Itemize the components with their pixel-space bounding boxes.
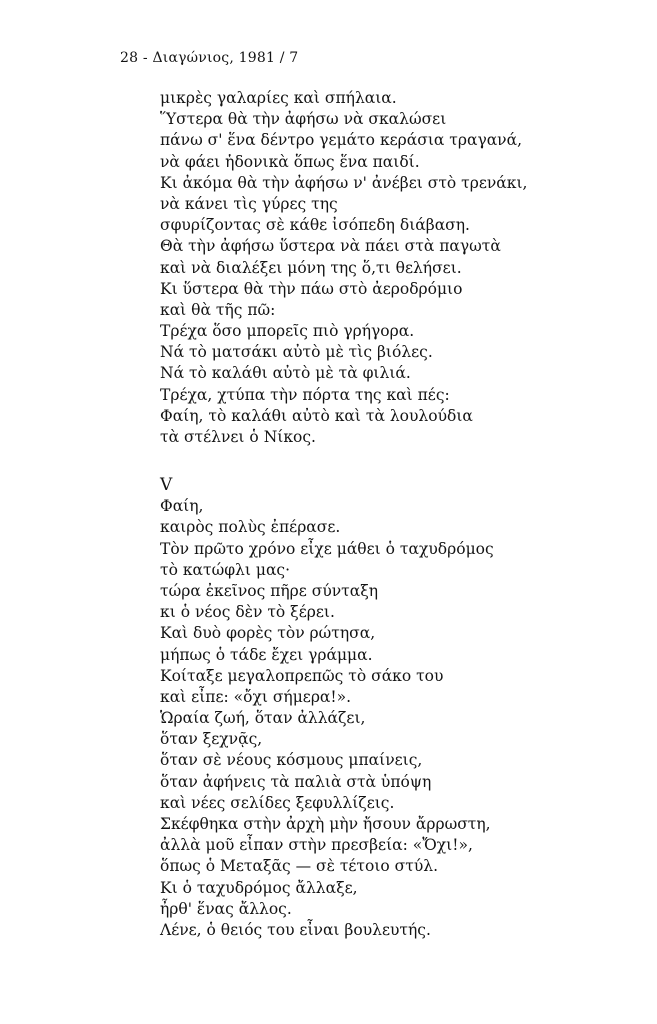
poem-line: Ὡραία ζωή, ὅταν ἀλλάζει, xyxy=(160,709,366,728)
poem-line: κι ὁ νέος δὲν τὸ ξέρει. xyxy=(160,603,335,622)
poem-line: Τὸν πρῶτο χρόνο εἶχε μάθει ὁ ταχυδρόμος xyxy=(160,539,494,558)
poem-line: τὸ κατώφλι μας· xyxy=(160,560,291,579)
poem-line: νὰ φάει ἡδονικὰ ὅπως ἕνα παιδί. xyxy=(160,152,420,171)
poem-line: νὰ κάνει τὶς γύρες της xyxy=(160,194,338,213)
poem-line: καὶ εἶπε: «ὄχι σήμερα!». xyxy=(160,687,352,706)
poem-line: Λένε, ὁ θειός του εἶναι βουλευτής. xyxy=(160,920,431,939)
poem-line: Κι ὁ ταχυδρόμος ἄλλαξε, xyxy=(160,878,358,897)
poem-line: Φαίη, τὸ καλάθι αὐτὸ καὶ τὰ λουλούδια xyxy=(160,406,473,425)
poem-line: μικρὲς γαλαρίες καὶ σπήλαια. xyxy=(160,89,397,107)
poem-line: καὶ νέες σελίδες ξεφυλλίζεις. xyxy=(160,793,395,812)
poem-line: Κοίταξε μεγαλοπρεπῶς τὸ σάκο του xyxy=(160,666,444,685)
poem-line: Ὕστερα θὰ τὴν ἀφήσω νὰ σκαλώσει xyxy=(160,110,447,129)
poem-line: Θὰ τὴν ἀφήσω ὕστερα νὰ πάει στὰ παγωτὰ xyxy=(160,237,501,256)
poem-line: Νά τὸ ματσάκι αὐτὸ μὲ τὶς βιόλες. xyxy=(160,343,433,362)
poem-line: τὰ στέλνει ὁ Νίκος. xyxy=(160,428,316,446)
poem-line: Τρέχα, χτύπα τὴν πόρτα της καὶ πές: xyxy=(160,385,450,404)
poem-line: ὅταν ξεχνᾷς, xyxy=(160,730,263,749)
poem-line: Κι ἀκόμα θὰ τὴν ἀφήσω ν' ἀνέβει στὸ τρενάκι, xyxy=(160,173,528,192)
poem-line: τώρα ἐκεῖνος πῆρε σύνταξη xyxy=(160,581,379,600)
poem-line: ὅπως ὁ Μεταξᾶς — σὲ τέτοιο στύλ. xyxy=(160,857,439,876)
poem-line: Τρέχα ὅσο μπορεῖς πιὸ γρήγορα. xyxy=(160,322,415,341)
poem-line: σφυρίζοντας σὲ κάθε ἰσόπεδη διάβαση. xyxy=(160,216,470,235)
poem-line: μήπως ὁ τάδε ἔχει γράμμα. xyxy=(160,645,373,664)
poem-line: ὅταν σὲ νέους κόσμους μπαίνεις, xyxy=(160,751,423,770)
running-head: 28 - Διαγώνιος, 1981 / 7 xyxy=(120,50,299,66)
poem-line: καὶ θὰ τῆς πῶ: xyxy=(160,300,276,319)
poem-line: Σκέφθηκα στὴν ἀρχὴ μὴν ἤσουν ἄρρωστη, xyxy=(160,815,491,833)
poem-line: Καὶ δυὸ φορὲς τὸν ρώτησα, xyxy=(160,624,376,643)
stanza-gap xyxy=(160,448,560,474)
poem-line: καιρὸς πολὺς ἐπέρασε. xyxy=(160,518,341,537)
poem-line: ἀλλὰ μοῦ εἶπαν στὴν πρεσβεία: «Ὄχι!», xyxy=(160,836,473,855)
poem-line: Κι ὕστερα θὰ τὴν πάω στὸ ἀεροδρόμιο xyxy=(160,279,463,298)
poem-line: ὅταν ἀφήνεις τὰ παλιὰ στὰ ὑπόψη xyxy=(160,772,432,791)
poem-line: Φαίη, xyxy=(160,497,204,516)
section-numeral: V xyxy=(160,475,173,496)
poem-text xyxy=(160,88,560,941)
poem-line: Νά τὸ καλάθι αὐτὸ μὲ τὰ φιλιά. xyxy=(160,364,411,383)
poem-line: ἦρθ' ἕνας ἄλλος. xyxy=(160,899,292,918)
poem-line: πάνω σ' ἕνα δέντρο γεμάτο κεράσια τραγανά, xyxy=(160,131,522,150)
poem-line: καὶ νὰ διαλέξει μόνη της ὅ,τι θελήσει. xyxy=(160,258,462,277)
